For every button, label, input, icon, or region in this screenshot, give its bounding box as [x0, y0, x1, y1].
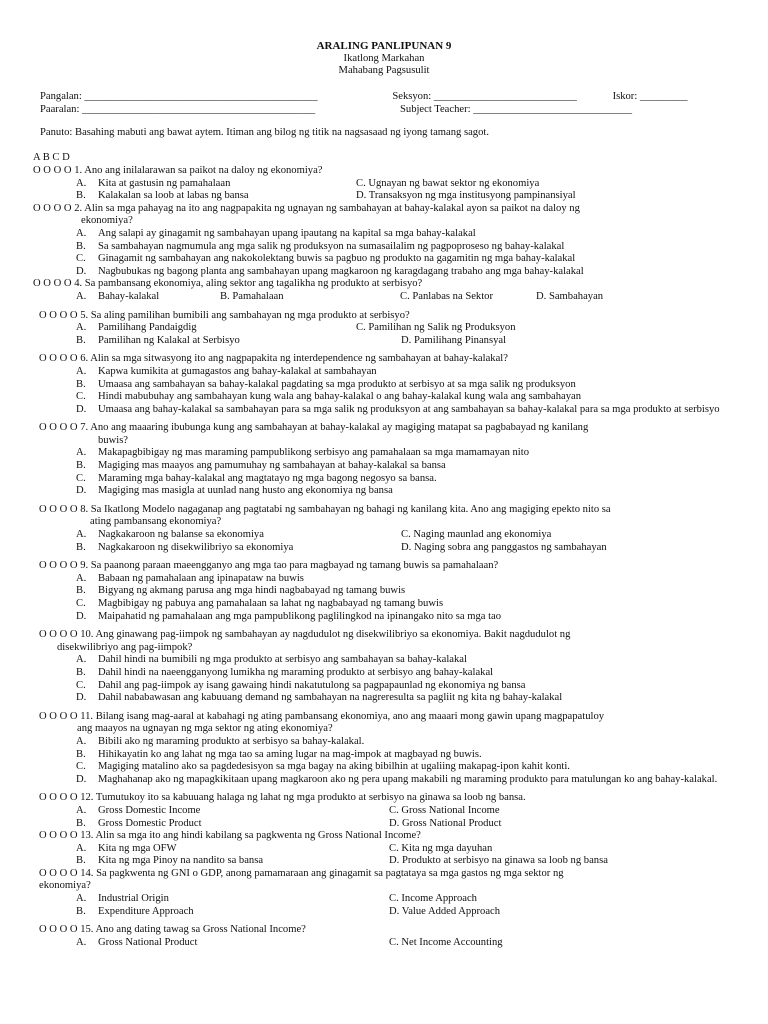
option-letter: B.	[76, 585, 86, 597]
option-letter: A.	[76, 842, 87, 854]
question-5[interactable]: O O O O 5. Sa aling pamilihan bumibili ang sambahayan ng mga produkto at serbisyo?	[39, 309, 410, 321]
student-info	[40, 91, 730, 116]
option-letter: D.	[76, 610, 87, 622]
option-a[interactable]: Pamilihang Pandaigdig	[98, 322, 197, 334]
option-letter: B.	[76, 855, 86, 867]
instructions: Panuto: Basahing mabuti ang bawat aytem. Itiman ang bilog ng titik na nagsasaad ng iyong tamang sagot.	[40, 127, 489, 138]
option-c[interactable]: Maraming mga bahay-kalakal ang magtatayo ng mga bagong negosyo sa bansa.	[98, 472, 437, 484]
option-b[interactable]: Kalakalan sa loob at labas ng bansa	[98, 190, 249, 202]
options-row	[33, 322, 733, 335]
option-a[interactable]: Babaan ng pamahalaan ang ipinapataw na buwis	[98, 572, 304, 584]
options-row	[33, 843, 733, 856]
question-10-cont: disekwilibriyo ang pag-iimpok?	[57, 641, 193, 653]
question-4[interactable]: O O O O 4. Sa pambansang ekonomiya, aling sektor ang tagalikha ng produkto at serbisyo?	[33, 278, 423, 290]
options-row	[33, 529, 733, 542]
option-b[interactable]: B. Pamahalaan	[220, 290, 284, 302]
section-field[interactable]: Seksyon: ___________________________	[392, 91, 577, 102]
option-c[interactable]: Ginagamit ng sambahayan ang nakokolektang buwis sa pagbuo ng produkto na gagamitin ng mga bahay-kalakal	[98, 253, 576, 265]
option-letter: B.	[76, 748, 86, 760]
question-8-cont: ating pambansang ekonomiya?	[90, 516, 222, 528]
score-field[interactable]: Iskor: _________	[612, 91, 688, 102]
name-field[interactable]: Pangalan: ____________________________________________	[40, 91, 318, 102]
question-2[interactable]: O O O O 2. Alin sa mga pahayag na ito ang nagpapakita ng ugnayan ng sambahayan at bahay-kalakal ayon sa paikot na daloy ng	[33, 202, 580, 214]
option-letter: C.	[76, 391, 86, 403]
options-row	[33, 855, 733, 868]
question-14-cont: ekonomiya?	[39, 880, 91, 892]
question-10[interactable]: O O O O 10. Ang ginawang pag-iimpok ng sambahayan ay nagdudulot ng disekwilibriyo sa ekonomiya. Bakit nagdudulot ng	[39, 629, 571, 641]
option-letter: C.	[76, 679, 86, 691]
exam-header	[0, 40, 768, 78]
option-d[interactable]: Maipahatid ng pamahalaan ang mga pampublikong paglilingkod na ipinangako nito sa mga tao	[98, 610, 502, 622]
option-letter: A.	[76, 322, 87, 334]
option-letter: D.	[76, 692, 87, 704]
question-14[interactable]: O O O O 14. Sa pagkwenta ng GNI o GDP, anong pamamaraan ang ginagamit sa pagtataya sa mga gastos ng mga sektor ng	[39, 867, 564, 879]
option-a[interactable]: Kapwa kumikita at gumagastos ang bahay-kalakal at sambahayan	[98, 365, 377, 377]
question-11[interactable]: O O O O 11. Bilang isang mag-aaral at kabahagi ng ating pambansang ekonomiya, ano ang maaari mong gawin upang magpapatuloy	[39, 710, 605, 722]
option-d[interactable]: D. Produkto at serbisyo na ginawa sa loob ng bansa	[389, 855, 608, 867]
option-a[interactable]: Ang salapi ay ginagamit ng sambahayan upang ipautang na kapital sa mga bahay-kalakal	[98, 227, 476, 239]
option-letter: B.	[76, 817, 86, 829]
option-letter: B.	[76, 190, 86, 202]
option-b[interactable]: Nagkakaroon ng disekwilibriyo sa ekonomiya	[98, 541, 294, 553]
question-7[interactable]: O O O O 7. Ano ang maaaring ibubunga kung ang sambahayan at bahay-kalakal ay magiging matapat sa pagbabayad ng kanilang	[39, 422, 589, 434]
option-a[interactable]: Nagkakaroon ng balanse sa ekonomiya	[98, 529, 264, 541]
option-letter: A.	[76, 529, 87, 541]
option-letter: A.	[76, 735, 87, 747]
option-letter: C.	[76, 253, 86, 265]
option-d[interactable]: D. Value Added Approach	[389, 905, 501, 917]
option-c[interactable]: C. Naging maunlad ang ekonomiya	[401, 529, 552, 541]
options-row	[33, 818, 733, 831]
option-letter: B.	[76, 541, 86, 553]
option-letter: A.	[76, 290, 87, 302]
test-type-label: Mahabang Pagsusulit	[338, 65, 430, 76]
option-b[interactable]: Umaasa ang sambahayan sa bahay-kalakal pagdating sa mga produkto at serbisyo at sa mga salik ng produksyon	[98, 378, 576, 390]
option-a[interactable]: Kita ng mga OFW	[98, 842, 177, 854]
options-row	[33, 805, 733, 818]
option-c[interactable]: C. Kita ng mga dayuhan	[389, 842, 493, 854]
question-2-cont: ekonomiya?	[81, 215, 133, 227]
option-letter: A.	[76, 177, 87, 189]
option-letter: A.	[76, 654, 87, 666]
option-c[interactable]: Magbibigay ng pabuya ang pamahalaan sa lahat ng nagbabayad ng tamang buwis	[98, 598, 444, 609]
option-b[interactable]: Sa sambahayan nagmumula ang mga salik ng produksyon na sumasailalim ng pagpoproseso ng bahay-kalakal	[98, 240, 565, 252]
option-c[interactable]: Hindi mabubuhay ang sambahayan kung wala ang bahay-kalakal o ang bahay-kalakal kung wala ang sambahayan	[98, 391, 582, 403]
option-a[interactable]: Kita at gastusin ng pamahalaan	[98, 177, 231, 189]
option-d[interactable]: Dahil nababawasan ang kabuuang demand ng sambahayan na nagreresulta sa pagliit ng kita ng bahay-kalakal	[98, 692, 563, 704]
option-letter: C.	[76, 761, 86, 773]
option-c[interactable]: C. Net Income Accounting	[389, 936, 503, 948]
option-a[interactable]: Dahil hindi na bumibili ng mga produkto at serbisyo ang sambahayan sa bahay-kalakal	[98, 654, 467, 666]
option-c[interactable]: Dahil ang pag-iimpok ay isang gawaing hindi nakatutulong sa pagpapaunlad ng ekonomiya ng bansa	[98, 679, 526, 691]
option-letter: D.	[76, 403, 87, 415]
question-6[interactable]: O O O O 6. Alin sa mga sitwasyong ito ang nagpapakita ng interdependence ng sambahayan at bahay-kalakal?	[39, 353, 508, 365]
option-b[interactable]: Gross Domestic Product	[98, 817, 202, 829]
option-b[interactable]: Expenditure Approach	[98, 905, 194, 917]
school-field[interactable]: Paaralan: ____________________________________________	[40, 103, 316, 115]
option-letter: A.	[76, 936, 87, 948]
option-letter: B.	[76, 378, 86, 390]
option-letter: B.	[76, 666, 86, 678]
options-row	[33, 893, 733, 906]
option-letter: B.	[76, 334, 86, 346]
option-a[interactable]: Gross National Product	[98, 936, 198, 948]
question-1[interactable]: O O O O 1. Ano ang inilalarawan sa paikot na daloy ng ekonomiya?	[33, 165, 323, 176]
question-15[interactable]: O O O O 15. Ano ang dating tawag sa Gross National Income?	[39, 924, 306, 936]
option-b[interactable]: Kita ng mga Pinoy na nandito sa bansa	[98, 855, 264, 867]
option-c[interactable]: C. Gross National Income	[389, 804, 500, 816]
option-c[interactable]: C. Pamilihan ng Salik ng Produksyon	[356, 322, 516, 334]
option-b[interactable]: Pamilihan ng Kalakal at Serbisyo	[98, 334, 240, 346]
option-letter: A.	[76, 893, 87, 905]
option-c[interactable]: C. Income Approach	[389, 893, 477, 905]
options-row	[33, 906, 733, 919]
option-a[interactable]: Bibili ako ng maraming produkto at serbisyo sa bahay-kalakal.	[98, 735, 365, 747]
option-letter: A.	[76, 804, 87, 816]
option-letter: A.	[76, 365, 87, 377]
option-letter: C.	[76, 598, 86, 609]
question-13[interactable]: O O O O 13. Alin sa mga ito ang hindi kabilang sa pagkwenta ng Gross National Income?	[39, 830, 421, 842]
options-row	[33, 291, 733, 304]
option-c[interactable]: Magiging matalino ako sa pagdedesisyon sa mga bagay na aking bibilhin at ugaliing makapag-ipon kahit konti.	[98, 761, 570, 773]
question-8[interactable]: O O O O 8. Sa Ikatlong Modelo nagaganap ang pagtatabi ng sambahayan ng bahagi ng kanilang kita. Ano ang magiging epekto nito sa	[39, 503, 611, 515]
option-letter: B.	[76, 460, 86, 472]
option-b[interactable]: Hihikayatin ko ang lahat ng mga tao sa aming lugar na mag-impok at magbayad ng buwis.	[98, 748, 482, 760]
option-d[interactable]: Maghahanap ako ng mapagkikitaan upang magkaroon ako ng pera upang makabili ng maraming produkto para matulungan ko ang bahay-kalakal.	[98, 773, 718, 785]
option-letter: A.	[76, 572, 87, 584]
options-row	[33, 542, 733, 555]
option-b[interactable]: Bigyang ng akmang parusa ang mga hindi nagbabayad ng tamang buwis	[98, 585, 406, 597]
answer-header: A B C D	[33, 152, 70, 163]
option-letter: A.	[76, 447, 87, 459]
option-letter: D.	[76, 773, 87, 785]
option-a[interactable]: Bahay-kalakal	[98, 290, 160, 302]
option-letter: B.	[76, 240, 86, 252]
option-d[interactable]: D. Pamilihang Pinansyal	[401, 334, 507, 346]
option-a[interactable]: Industrial Origin	[98, 893, 169, 905]
option-d[interactable]: D. Gross National Product	[389, 817, 502, 829]
option-d[interactable]: Magiging mas masigla at uunlad nang husto ang ekonomiya ng bansa	[98, 485, 393, 497]
options-row	[33, 335, 733, 348]
option-letter: B.	[76, 905, 86, 917]
option-d[interactable]: D. Transaksyon ng mga institusyong pampinansiyal	[356, 190, 576, 202]
option-d[interactable]: D. Sambahayan	[536, 290, 604, 302]
option-b[interactable]: Magiging mas maayos ang pamumuhay ng sambahayan at bahay-kalakal sa bansa	[98, 460, 446, 472]
option-d[interactable]: D. Naging sobra ang panggastos ng sambahayan	[401, 541, 607, 553]
subject-title: ARALING PANLIPUNAN 9	[316, 40, 452, 52]
option-letter: D.	[76, 485, 87, 497]
question-list	[33, 165, 733, 949]
teacher-field[interactable]: Subject Teacher: ______________________________	[400, 103, 633, 115]
question-11-cont: ang maayos na ugnayan ng mga sektor ng ating ekonomiya?	[77, 723, 333, 735]
option-c[interactable]: C. Ugnayan ng bawat sektor ng ekonomiya	[356, 177, 540, 189]
option-letter: D.	[76, 265, 87, 277]
options-row	[33, 937, 733, 950]
option-d[interactable]: Umaasa ang bahay-kalakal sa sambahayan para sa mga salik ng produksyon at ang sambahayan sa bahay-kalakal para sa mga produkto at serbisyo	[98, 403, 720, 415]
option-c[interactable]: C. Panlabas na Sektor	[400, 290, 493, 302]
option-b[interactable]: Dahil hindi na naeengganyong lumikha ng maraming produkto at serbisyo ang bahay-kalakal	[98, 666, 494, 678]
options-row	[33, 178, 733, 191]
question-12[interactable]: O O O O 12. Tumutukoy ito sa kabuuang halaga ng lahat ng mga produkto at serbisyo na ginawa sa loob ng bansa.	[39, 792, 526, 804]
quarter-label: Ikatlong Markahan	[343, 52, 425, 64]
question-7-cont: buwis?	[98, 434, 129, 446]
option-d[interactable]: Nagbubukas ng bagong planta ang sambahayan upang magkaroon ng karagdagang trabaho ang mga bahay-kalakal	[98, 265, 584, 277]
option-a[interactable]: Makapagbibigay ng mas maraming pampublikong serbisyo ang pamahalaan sa mga mamamayan nito	[98, 447, 529, 459]
option-letter: C.	[76, 472, 86, 484]
options-row	[33, 190, 733, 203]
option-letter: A.	[76, 227, 87, 239]
question-9[interactable]: O O O O 9. Sa paanong paraan maeengganyo ang mga tao para magbayad ng tamang buwis sa pamahalaan?	[39, 560, 499, 572]
option-a[interactable]: Gross Domestic Income	[98, 804, 201, 816]
